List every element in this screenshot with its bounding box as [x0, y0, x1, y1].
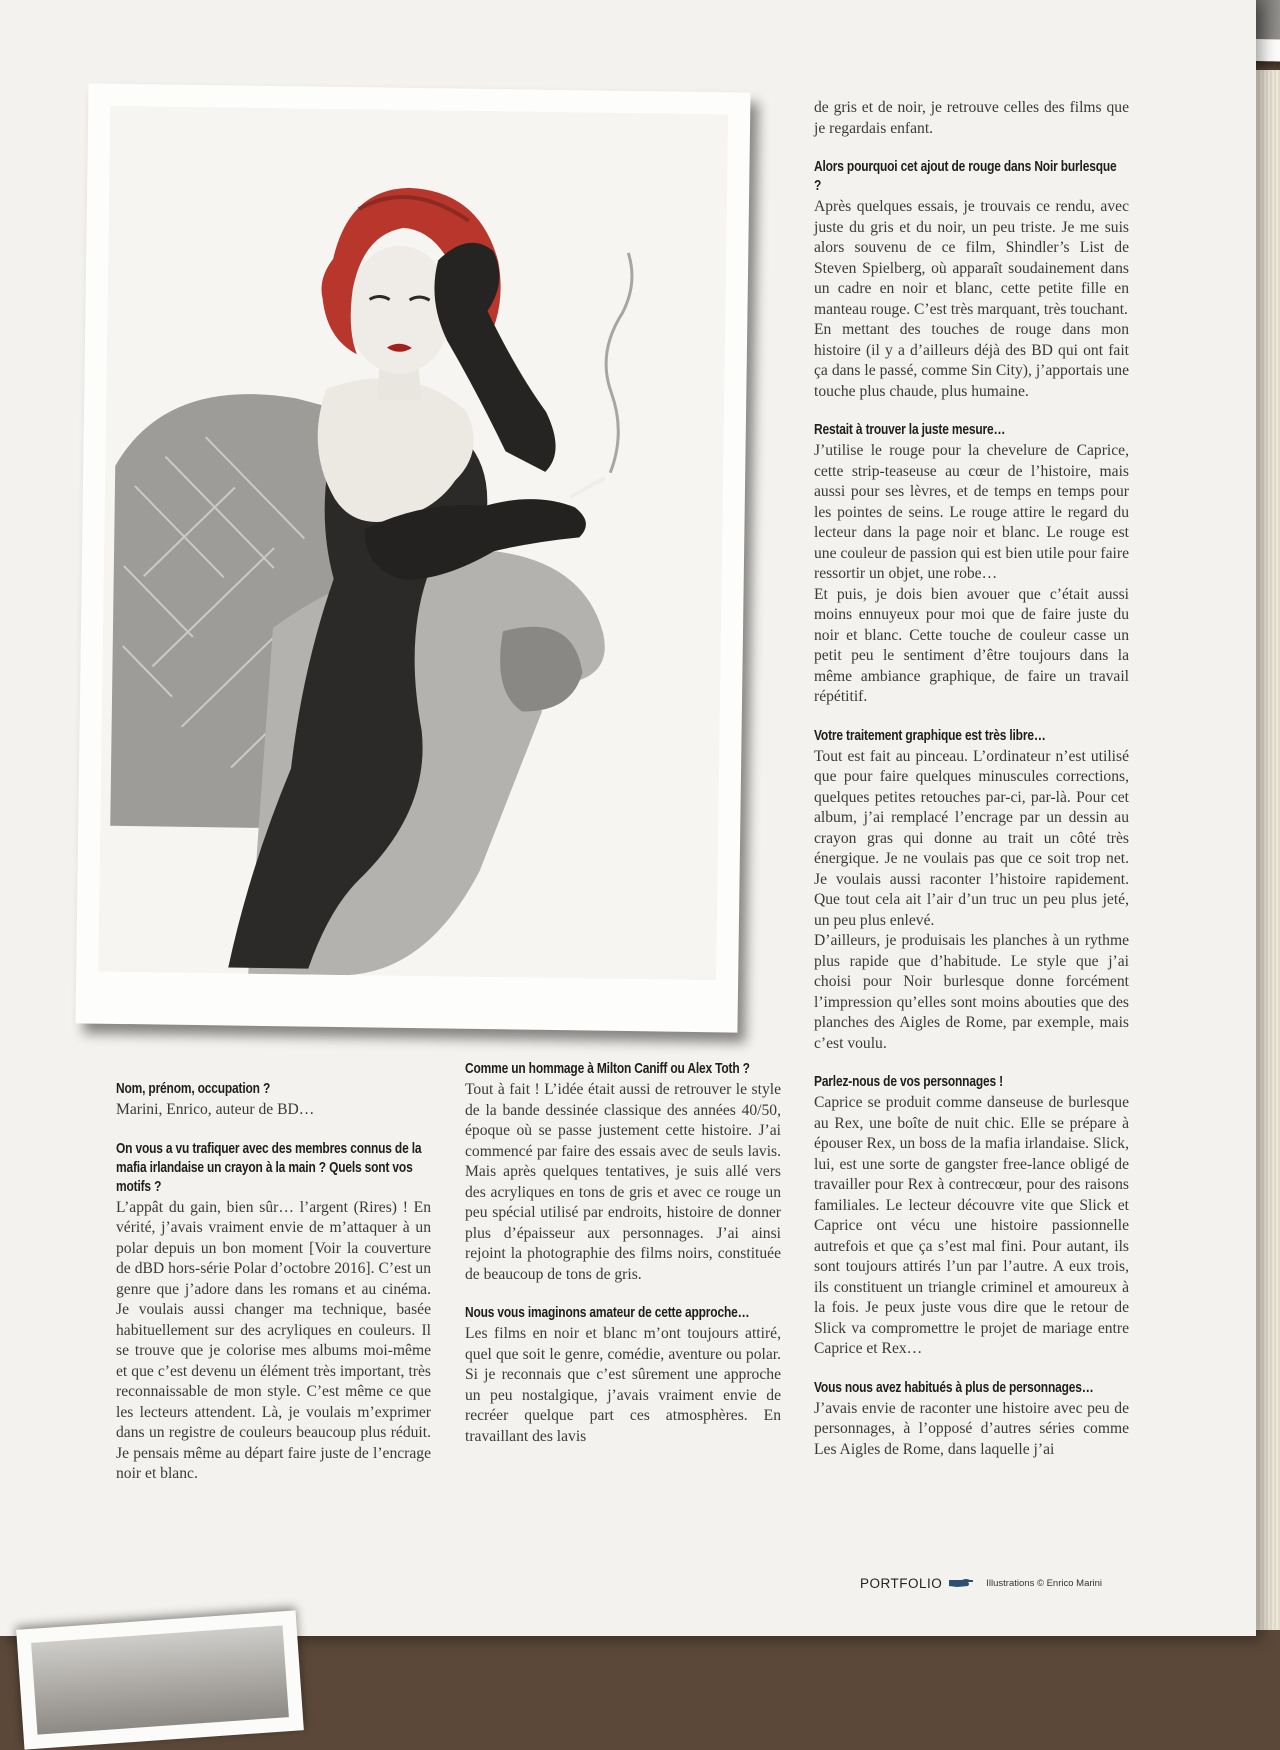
answer-text: Après quelques essais, je trouvais ce rendu, avec juste du gris et du noir, un peu triste. Je me suis alors souvenu de ce film, Shindler’s List de Steven Spielberg, où apparaît soudainement dans un cadre en noir et blanc, cette petite fille en manteau rouge. C’est très marquant, très touchant. En mettant des touches de rouge dans mon histoire (il y a d’ailleurs déjà des BD qui ont fait ça dans le passé, comme Sin City), j’apportais une touche plus chaude, plus humaine. — [814, 198, 1129, 400]
question-heading: Vous nous avez habitués à plus de personnages… — [814, 1379, 1094, 1396]
answer-text: de gris et de noir, je retrouve celles des films que je regardais enfant. — [814, 99, 1129, 137]
question-heading: Restait à trouver la juste mesure… — [814, 422, 1006, 438]
answer-text: J’utilise le rouge pour la chevelure de Caprice, cette strip-teaseuse au cœur de l’histoire, mais aussi pour ses lèvres, et de temps en temps pour les pointes de seins. Le rouge attire le regard du lecteur dans la page noir et blanc. Le rouge est une couleur de passion qui est bien utile pour faire ressortir un objet, une robe… Et puis, je dois bien avouer que c’était aussi moins ennuyeux pour moi que de faire juste du noir et blanc. Cette touche de couleur casse un petit peu le sentiment d’être toujours dans la même ambiance graphique, de faire un travail répétitif. — [814, 442, 1129, 705]
illustration-frame — [75, 83, 750, 1032]
answer-text: Caprice se produit comme danseuse de burlesque au Rex, une boîte de nuit chic. Elle se prépare à épouser Rex, un boss de la mafia irlandaise. Slick, lui, est une sorte de gangster free-lance obligé de travailler pour Rex à contrecœur, pour des raisons familiales. Le lecteur découvre vite que Slick et Caprice ont vécu une histoire passionnelle autrefois et que ça s’est mal fini. Pour autant, ils sont toujours attirés l’un par l’autre. A eux trois, ils constituent un triangle criminel et amoureux à la fois. Je peux juste vous dire que le retour de Slick va compromettre le projet de mariage entre Caprice et Rex… — [814, 1094, 1129, 1357]
answer-text: L’appât du gain, bien sûr… l’argent (Rires) ! En vérité, j’avais vraiment envie de m’attaquer à un polar depuis un bon moment [Voir la couverture de dBD hors-série Polar d’octobre 2016]. C’est un genre que j’adore dans les romans et au cinéma. Je voulais aussi changer ma technique, basée habituellement sur des acryliques en couleurs. Il se trouve que je colorise mes albums moi-même et que c’est devenu un élément très important, très reconnaissable de mon style. C’est même ce que les lecteurs attendent. Là, je voulais m’exprimer dans un registre de couleurs beaucoup plus réduit. Je pensais même au départ faire juste de l’encrage noir et blanc. — [116, 1198, 431, 1482]
question-heading: Votre traitement graphique est très libre… — [814, 727, 1046, 744]
question-heading: Nous vous imaginons amateur de cette approche… — [465, 1305, 750, 1321]
column-2 — [465, 1060, 781, 1447]
section-label: PORTFOLIO — [860, 1575, 943, 1591]
question-heading: Alors pourquoi cet ajout de rouge dans Noir burlesque ? — [814, 159, 1117, 194]
illustration-credit: Illustrations © Enrico Marini — [986, 1577, 1103, 1589]
question-heading: On vous a vu trafiquer avec des membres connus de la mafia irlandaise un crayon à la main ? Quels sont vos motifs ? — [116, 1140, 422, 1195]
answer-text: Marini, Enrico, auteur de BD… — [116, 1101, 315, 1118]
answer-text: Tout est fait au pinceau. L’ordinateur n’est utilisé que pour faire quelques minuscules corrections, quelques petites retouches par-ci, par-là. Pour cet album, j’ai remplacé l’encrage par un dessin au crayon gras qui donne au trait un côté très énergique. Je ne voulais pas que ce soit trop net. Je voulais aussi raconter l’histoire rapidement. Que tout cela ait l’air d’un truc un peu plus jeté, un peu plus enlevé. D’ailleurs, je produisais les planches à un rythme plus rapide que d’habitude. Le style que j’ai choisi pour Noir burlesque donne forcément l’impression qu’elles sont moins abouties que des planches des Aigles de Rome, par exemple, mais c’est voulu. — [814, 747, 1129, 1052]
bottom-photo-print — [16, 1610, 304, 1749]
pointing-hand-icon — [948, 1576, 974, 1590]
page-footer — [860, 1574, 1130, 1592]
burlesque-woman-illustration — [98, 106, 728, 981]
answer-text: Les films en noir et blanc m’ont toujours attiré, quel que soit le genre, comédie, aventure ou polar. Si je reconnais que c’est sûrement une approche un peu nostalgique, j’avais vraiment envie de recréer quelque part ces atmosphères. En travaillant des lavis — [465, 1325, 781, 1445]
column-3 — [814, 98, 1129, 1460]
question-heading: Parlez-nous de vos personnages ! — [814, 1074, 1003, 1090]
question-heading: Comme un hommage à Milton Caniff ou Alex Toth ? — [465, 1061, 750, 1077]
column-1 — [116, 1080, 431, 1485]
answer-text: Tout à fait ! L’idée était aussi de retrouver le style de la bande dessinée classique des années 40/50, époque où se passe justement cette histoire. J’ai commencé par faire des essais avec de seuls lavis. Mais après quelques tentatives, je suis allé vers des acryliques en tons de gris et avec ce rouge un peu spécial utilisé par endroits, histoire de donner plus d’épaisseur aux personnages. J’ai ainsi rejoint la photographie des films noirs, constituée de beaucoup de tons de gris. — [465, 1081, 781, 1283]
answer-text: J’avais envie de raconter une histoire avec peu de personnages, à l’opposé d’autres séries comme Les Aigles de Rome, dans laquelle j’ai — [814, 1399, 1129, 1458]
question-heading: Nom, prénom, occupation ? — [116, 1081, 271, 1097]
